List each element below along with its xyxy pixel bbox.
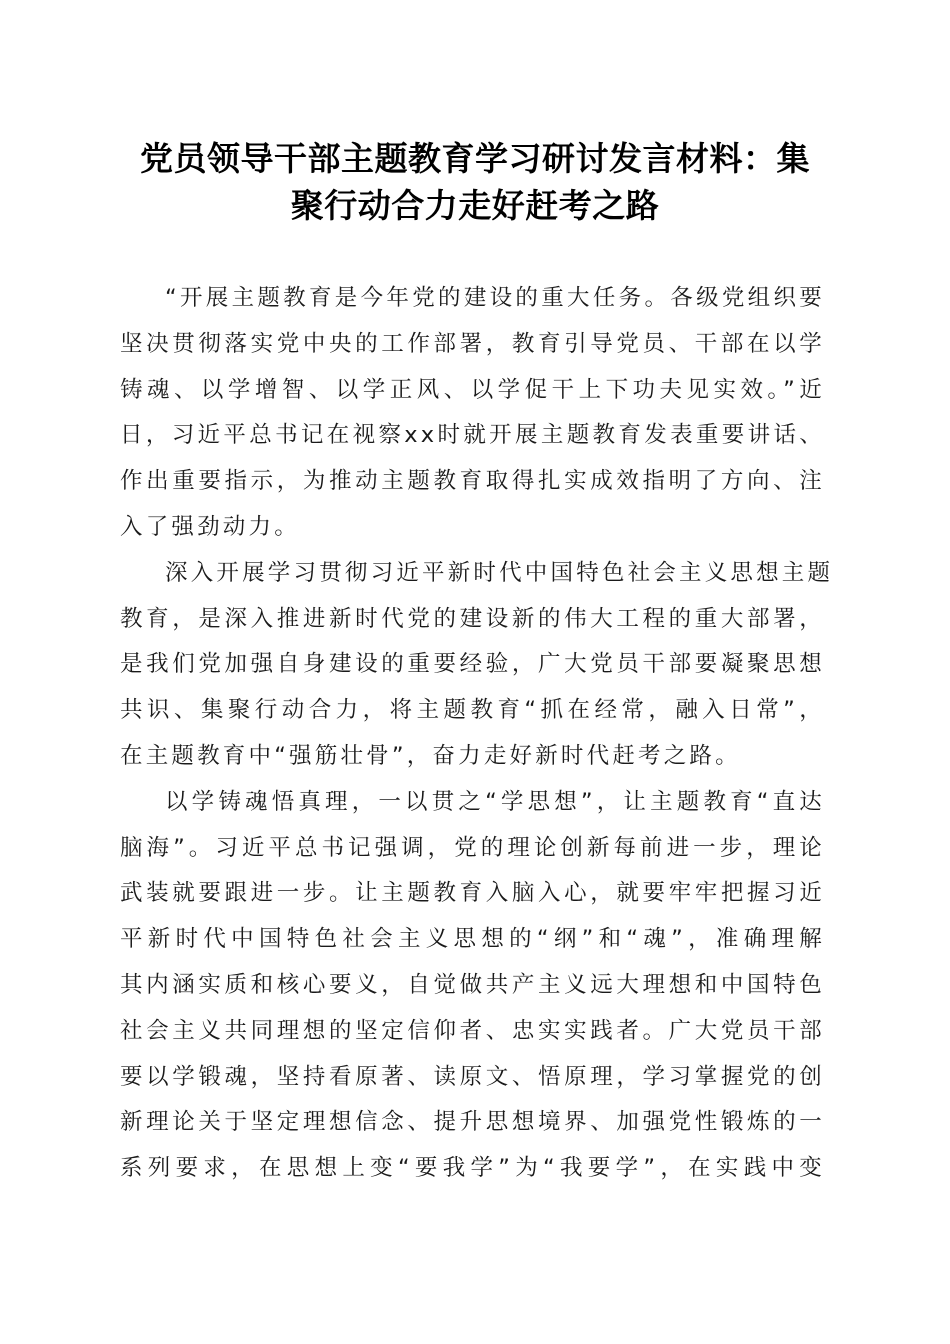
text-line: 要以学锻魂，坚持看原著、读原文、悟原理，学习掌握党的创 xyxy=(120,1063,825,1090)
text-line: 系列要求，在思想上变“要我学”为“我要学”，在实践中变 xyxy=(120,1155,825,1182)
text-line: 深入开展学习贯彻习近平新时代中国特色社会主义思想主题 xyxy=(165,559,834,586)
text-line: 其内涵实质和核心要义，自觉做共产主义远大理想和中国特色 xyxy=(120,971,825,998)
paragraph-2 xyxy=(120,551,834,780)
text-line: 是我们党加强自身建设的重要经验，广大党员干部要凝聚思想 xyxy=(120,651,825,678)
text-line: 在主题教育中“强筋壮骨”，奋力走好新时代赶考之路。 xyxy=(120,742,741,769)
paragraph-1 xyxy=(120,276,825,551)
text-line: “开展主题教育是今年党的建设的重大任务。各级党组织要 xyxy=(165,285,825,311)
text-line: 武装就要跟进一步。让主题教育入脑入心，就要牢牢把握习近 xyxy=(120,880,825,907)
text-line: 坚决贯彻落实党中央的工作部署，教育引导党员、干部在以学 xyxy=(120,330,825,357)
paragraph-3 xyxy=(120,780,825,1192)
text-line: 脑海”。习近平总书记强调，党的理论创新每前进一步，理论 xyxy=(120,834,825,861)
text-line: 铸魂、以学增智、以学正风、以学促干上下功夫见实效。”近 xyxy=(120,376,825,403)
title-line: 党员领导干部主题教育学习研讨发言材料：集 xyxy=(140,139,810,178)
text-line: 入了强劲动力。 xyxy=(120,513,300,540)
text-line: 作出重要指示，为推动主题教育取得扎实成效指明了方向、注 xyxy=(120,468,825,495)
document-body xyxy=(120,276,834,1192)
text-line: 社会主义共同理想的坚定信仰者、忠实实践者。广大党员干部 xyxy=(120,1017,825,1044)
title-line: 聚行动合力走好赶考之路 xyxy=(290,186,660,225)
document-title xyxy=(105,135,845,229)
text-line: 平新时代中国特色社会主义思想的“纲”和“魂”，准确理解 xyxy=(120,926,825,953)
text-line: 教育，是深入推进新时代党的建设新的伟大工程的重大部署， xyxy=(120,605,825,632)
text-line: 日，习近平总书记在视察xx时就开展主题教育发表重要讲话、 xyxy=(120,422,825,449)
text-line: 新理论关于坚定理想信念、提升思想境界、加强党性锻炼的一 xyxy=(120,1109,825,1136)
text-line: 共识、集聚行动合力，将主题教育“抓在经常，融入日常”， xyxy=(120,697,825,724)
text-line: 以学铸魂悟真理，一以贯之“学思想”，让主题教育“直达 xyxy=(165,788,825,815)
